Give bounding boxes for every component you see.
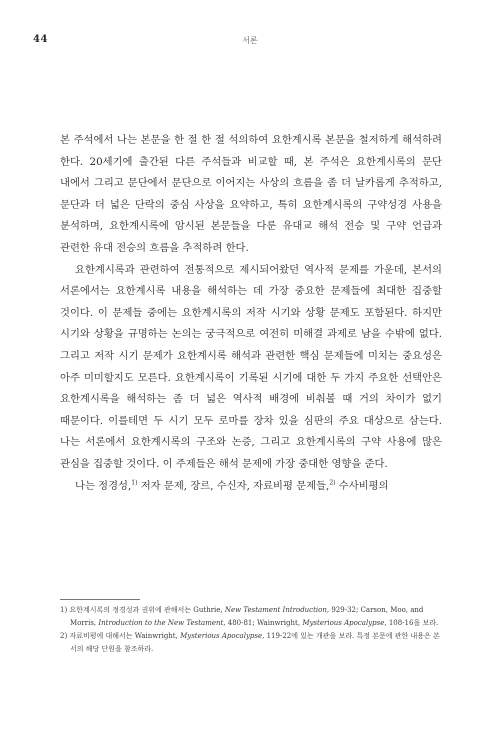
- footnote-text: , 929-32; Carson, Moo, and Morris,: [70, 606, 424, 627]
- paragraph-text: 수사비평의: [335, 479, 389, 492]
- paragraph: [60, 476, 442, 498]
- running-title: 서론: [242, 36, 258, 45]
- book-title: Mysterious Apocalypse: [302, 618, 385, 627]
- footnote-1-text: [69, 606, 438, 627]
- footnote-text: , 480-81; Wainwright,: [223, 618, 303, 627]
- book-title: Introduction to the New Testament: [98, 618, 224, 627]
- body-text: [60, 130, 442, 497]
- footnote-1: [60, 604, 442, 629]
- footnote-2: [60, 630, 442, 655]
- footnote-2-text: [69, 632, 439, 653]
- paragraph: 요한계시록과 관련하여 전통적으로 제시되어왔던 역사적 문제를 가운데, 본서의 서론에서는 요한계시록 내용을 해석하는 데 가장 중요한 문제들에 최대한 집중할 것이다. 이 문제들 중에는 요한계시록의 저작 시기와 상황 문제도 포함된다. 하지만 시기와 상황을 규명하는 논의는 궁극적으로 여전히 미해결 과제로 남을 수밖에 없다. 그리고 저작 시기 문제가 요한계시록 해석과 관련한 핵심 문제들에 미치는 중요성은 아주 미미할지도 모른다. 요한계시록이 기록된 시기에 대한 두 가지 주요한 선택안은 요한계시록을 해석하는 좀 더 넓은 역사적 배경에 비춰볼 때 거의 차이가 없기 때문이다. 이를테면 두 시기 모두 로마를 장차 있을 심판의 주요 대상으로 삼는다. 나는 서론에서 요한계시록의 구조와 논증, 그리고 요한계시록의 구약 사용에 많은 관심을 집중할 것이다. 이 주제들은 해석 문제에 가장 중대한 영향을 준다.: [60, 263, 442, 470]
- footnote-text: 요한계시록의 정경성과 권위에 관해서는 Guthrie,: [69, 606, 225, 614]
- footnote-text: , 119-22에 있는 개관을 보라. 특정 본문에 관한 내용은 본서의 해당 단원을 참조하라.: [70, 632, 440, 653]
- footnote-text: 자료비평에 대해서는 Wainwright,: [69, 632, 181, 640]
- footnote-mark: 2): [60, 632, 68, 640]
- page-number: 44: [33, 34, 48, 45]
- footnote-text: , 108-16을 보라.: [384, 618, 439, 627]
- book-title: Mysterious Apocalypse: [180, 632, 263, 640]
- page-header: [33, 34, 467, 50]
- footnotes: [60, 604, 442, 656]
- footnote-divider: [60, 599, 140, 600]
- footnote-ref-1[interactable]: 1): [131, 479, 138, 487]
- paragraph-text: 나는 정경성,: [75, 479, 132, 492]
- paragraph: 본 주석에서 나는 본문을 한 절 한 절 석의하여 요한계시록 본문을 철저하게 해석하려 한다. 20세기에 출간된 다른 주석들과 비교할 때, 본 주석은 요한계시록의 문단 내에서 그리고 문단에서 문단으로 이어지는 사상의 흐름을 좀 더 날카롭게 추적하고, 문단과 더 넓은 단락의 중심 사상을 요약하고, 특히 요한계시록의 구약성경 사용을 분석하며, 요한계시록에 암시된 본문들을 다룬 유대교 해석 전승 및 구약 언급과 관련한 유대 전승의 흐름을 추적하려 한다.: [60, 134, 442, 254]
- book-title: New Testament Introduction: [224, 606, 327, 614]
- footnote-ref-2[interactable]: 2): [329, 479, 336, 487]
- footnote-mark: 1): [60, 606, 68, 614]
- paragraph-text: 저자 문제, 장르, 수신자, 자료비평 문제들,: [137, 479, 330, 492]
